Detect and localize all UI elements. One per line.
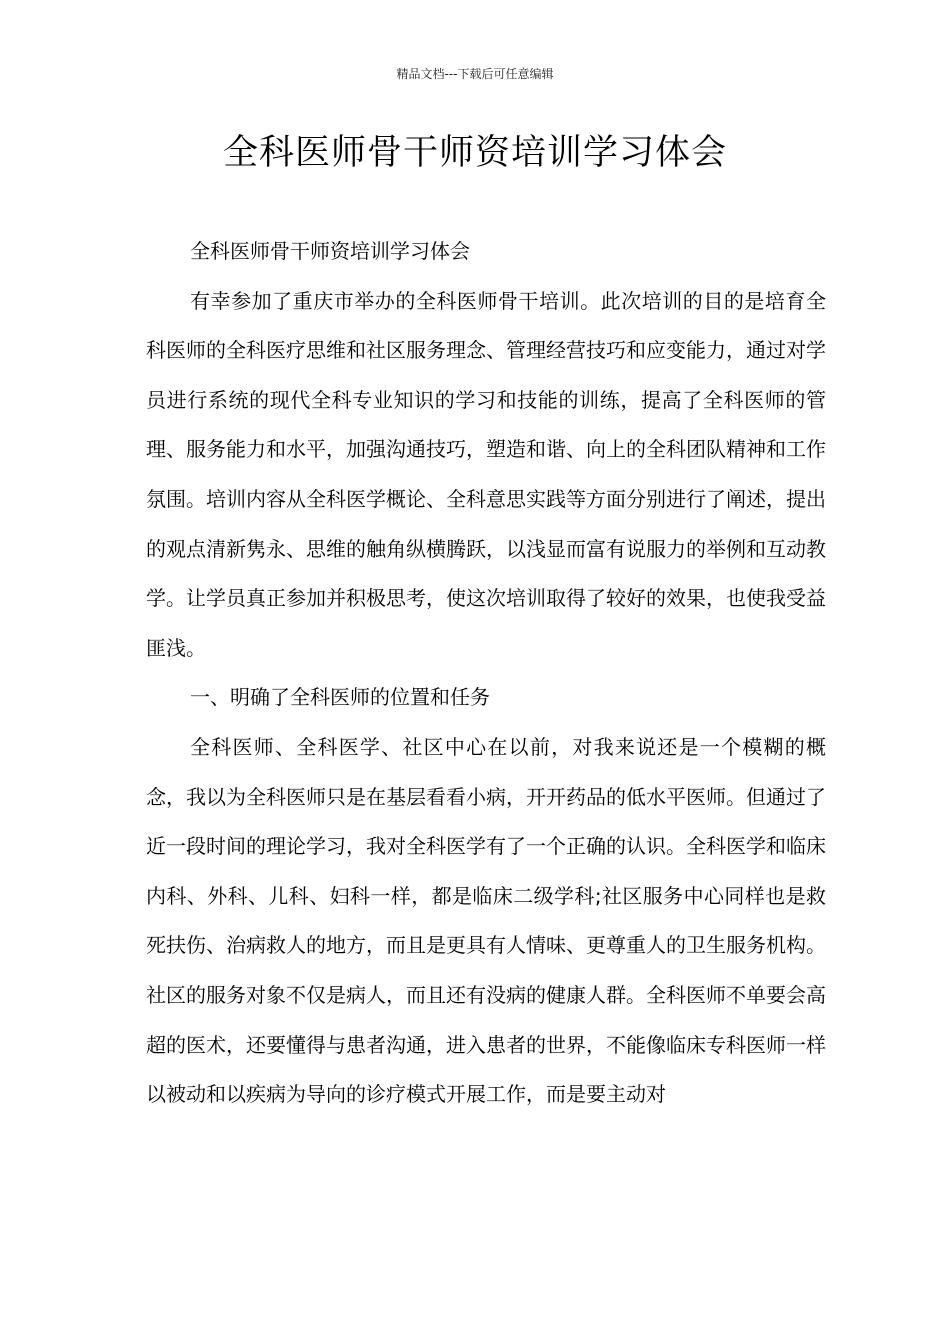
intro-paragraph: 有幸参加了重庆市举办的全科医师骨干培训。此次培训的目的是培育全科医师的全科医疗思维和社区服务理念、管理经营技巧和应变能力，通过对学员进行系统的现代全科专业知识的学习和技能的训练，提高了全科医师的管理、服务能力和水平，加强沟通技巧，塑造和谐、向上的全科团队精神和工作氛围。培训内容从全科医学概论、全科意思实践等方面分别进行了阐述，提出的观点清新隽永、思维的触角纵横腾跃，以浅显而富有说服力的举例和互动教学。让学员真正参加并积极思考，使这次培训取得了较好的效果，也使我受益匪浅。 xyxy=(146,288,826,660)
document-body xyxy=(146,227,826,1120)
subtitle-paragraph: 全科医师骨干师资培训学习体会 xyxy=(190,239,470,263)
header-note: 精品文档---下载后可任意编辑 xyxy=(396,67,554,81)
section-heading: 一、明确了全科医师的位置和任务 xyxy=(190,685,490,710)
document-title: 全科医师骨干师资培训学习体会 xyxy=(222,133,727,173)
section-paragraph: 全科医师、全科医学、社区中心在以前，对我来说还是一个模糊的概念，我以为全科医师只是在基层看看小病，开开药品的低水平医师。但通过了近一段时间的理论学习，我对全科医学有了一个正确的认识。全科医学和临床内科、外科、儿科、妇科一样，都是临床二级学科;社区服务中心同样也是救死扶伤、治病救人的地方，而且是更具有人情味、更尊重人的卫生服务机构。社区的服务对象不仅是病人，而且还有没病的健康人群。全科医师不单要会高超的医术，还要懂得与患者沟通，进入患者的世界，不能像临床专科医师一样以被动和以疾病为导向的诊疗模式开展工作，而是要主动对 xyxy=(146,734,826,1107)
